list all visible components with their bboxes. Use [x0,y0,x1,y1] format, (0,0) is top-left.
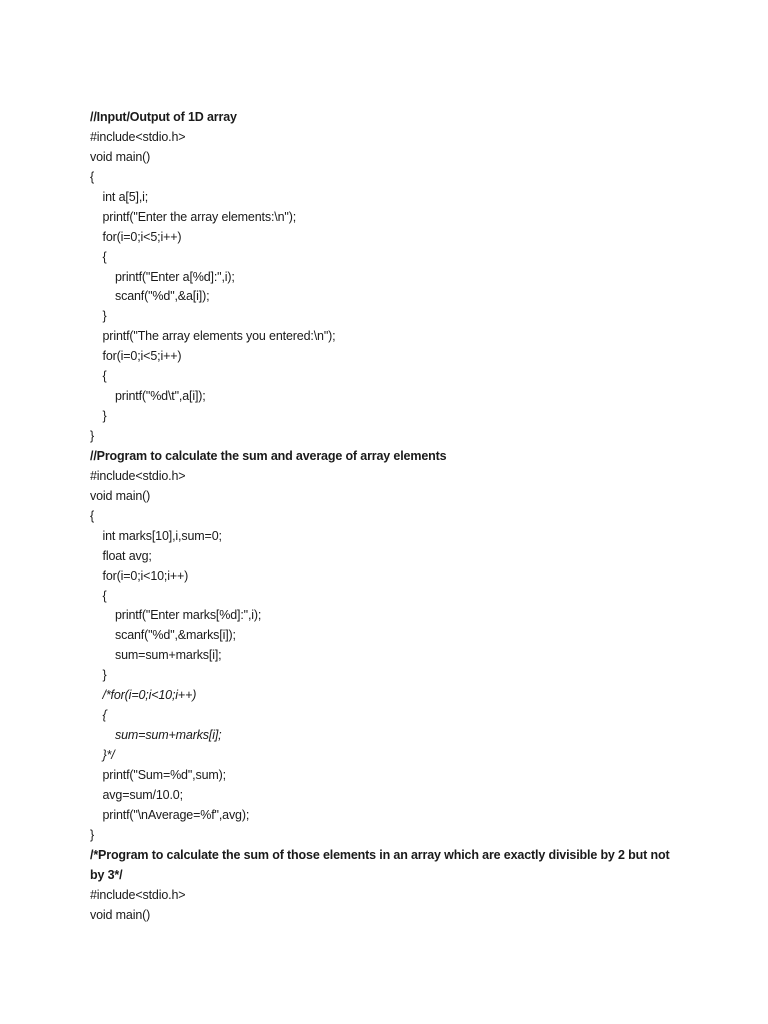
code-line: { [102,249,107,264]
code-line: int a[5],i; [102,189,149,204]
section-heading: /*Program to calculate the sum of those elements in an array which are exactly divisible by 2 but not by 3*/ [90,847,670,882]
code-line: #include<stdio.h> [90,887,186,902]
code-line: printf("Enter a[%d]:",i); [115,269,235,284]
code-line: } [102,668,107,683]
comment-line: { [102,708,107,723]
code-line: #include<stdio.h> [90,129,186,144]
code-line: } [90,827,95,842]
comment-line: sum=sum+marks[i]; [115,728,222,743]
section-heading: //Program to calculate the sum and average of array elements [90,448,447,463]
code-line: void main() [90,488,151,503]
section-heading: //Input/Output of 1D array [90,110,237,124]
code-line: void main() [90,149,151,164]
document-body [90,108,690,925]
code-line: { [90,508,95,523]
comment-line: }*/ [102,748,115,762]
code-line: printf("Sum=%d",sum); [102,767,226,782]
code-line: } [102,409,107,424]
code-line: sum=sum+marks[i]; [115,648,222,663]
code-line: for(i=0;i<10;i++) [102,568,189,583]
code-line: #include<stdio.h> [90,468,186,483]
code-line: for(i=0;i<5;i++) [102,229,182,244]
code-line: } [90,429,95,443]
comment-line: /*for(i=0;i<10;i++) [102,688,197,703]
code-line: printf("\nAverage=%f",avg); [102,807,250,822]
code-line: scanf("%d",&a[i]); [115,289,210,304]
code-line: { [102,588,107,603]
code-line: void main() [90,907,151,922]
code-line: avg=sum/10.0; [102,787,183,802]
code-line: for(i=0;i<5;i++) [102,349,182,364]
code-line: float avg; [102,548,152,563]
code-line: int marks[10],i,sum=0; [102,528,222,543]
code-line: } [102,309,107,324]
code-line: printf("Enter the array elements:\n"); [102,209,297,224]
code-line: { [90,169,95,184]
code-line: scanf("%d",&marks[i]); [115,628,236,643]
code-line: printf("Enter marks[%d]:",i); [115,608,262,623]
code-line: printf("%d\t",a[i]); [115,389,206,404]
code-line: printf("The array elements you entered:\n"); [102,329,336,344]
code-line: { [102,369,107,384]
